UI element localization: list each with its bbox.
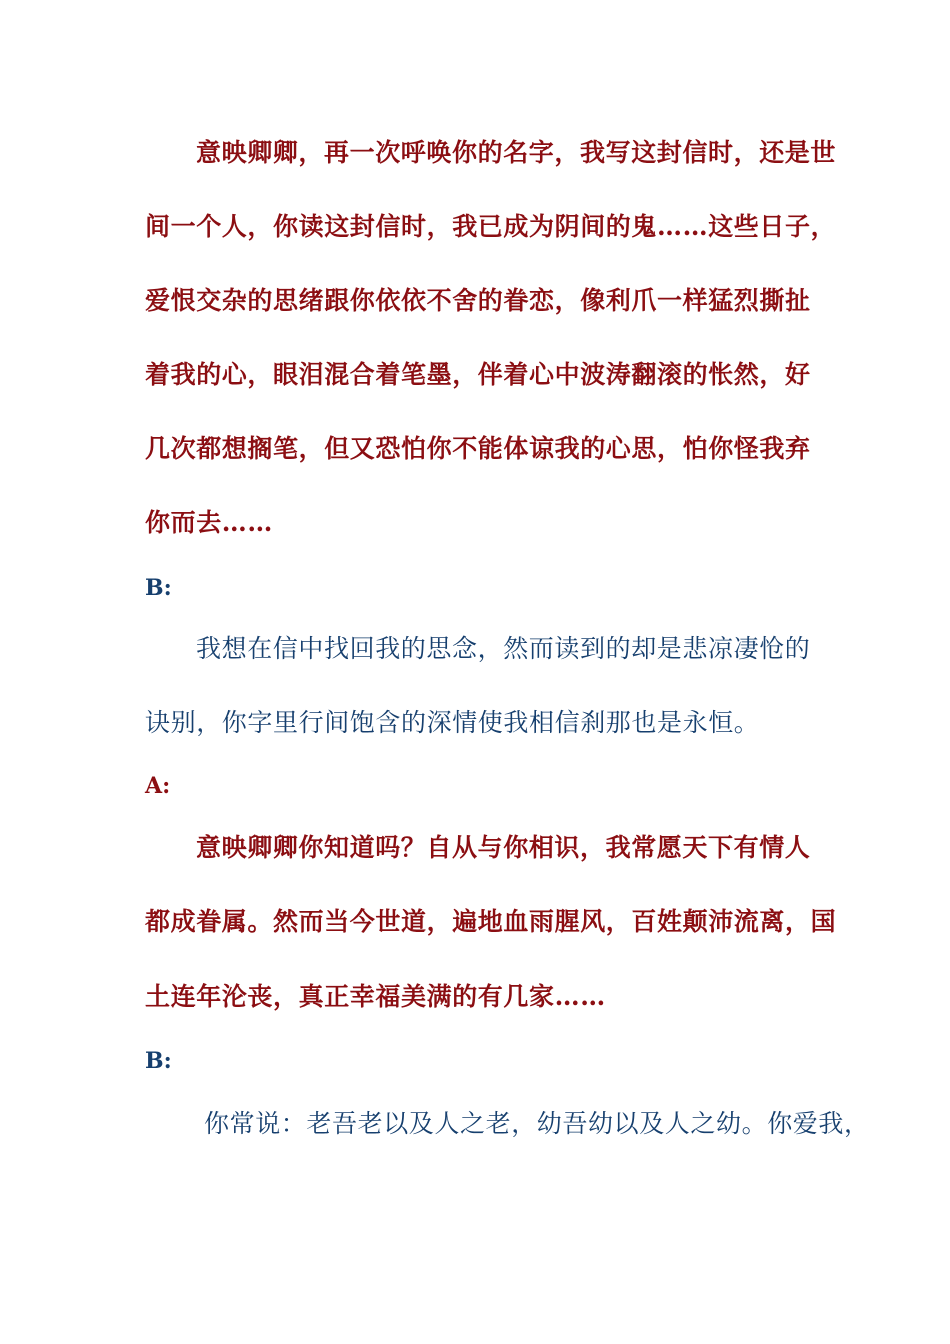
passage-a1-line-3: 爱恨交杂的思绪跟你依依不舍的眷恋，像利爪一样猛烈撕扯 xyxy=(145,286,811,315)
passage-a2-line-1: 意映卿卿你知道吗？自从与你相识，我常愿天下有情人 xyxy=(196,833,811,862)
passage-a1-line-6: 你而去…… xyxy=(145,508,274,537)
passage-a2-line-2: 都成眷属。然而当今世道，遍地血雨腥风，百姓颠沛流离，国 xyxy=(145,907,837,936)
passage-a1-line-1: 意映卿卿，再一次呼唤你的名字，我写这封信时，还是世 xyxy=(196,138,837,167)
passage-a1-line-5: 几次都想搁笔，但又恐怕你不能体谅我的心思，怕你怪我弃 xyxy=(145,434,811,463)
speaker-label-b: B: xyxy=(145,1048,172,1074)
passage-b1-line-2: 诀别，你字里行间饱含的深情使我相信刹那也是永恒。 xyxy=(145,708,760,737)
passage-a1-line-2: 间一个人，你读这封信时，我已成为阴间的鬼……这些日子， xyxy=(145,212,837,241)
passage-b2-line-1: 你常说：老吾老以及人之老，幼吾幼以及人之幼。你爱我， xyxy=(204,1109,870,1138)
speaker-label-a: A: xyxy=(145,773,171,799)
speaker-label-b: B: xyxy=(145,575,172,601)
passage-a2-line-3: 土连年沦丧，真正幸福美满的有几家…… xyxy=(145,982,606,1011)
passage-b1-line-1: 我想在信中找回我的思念，然而读到的却是悲凉凄怆的 xyxy=(196,634,811,663)
passage-a1-line-4: 着我的心，眼泪混合着笔墨，伴着心中波涛翻滚的怅然，好 xyxy=(145,360,811,389)
